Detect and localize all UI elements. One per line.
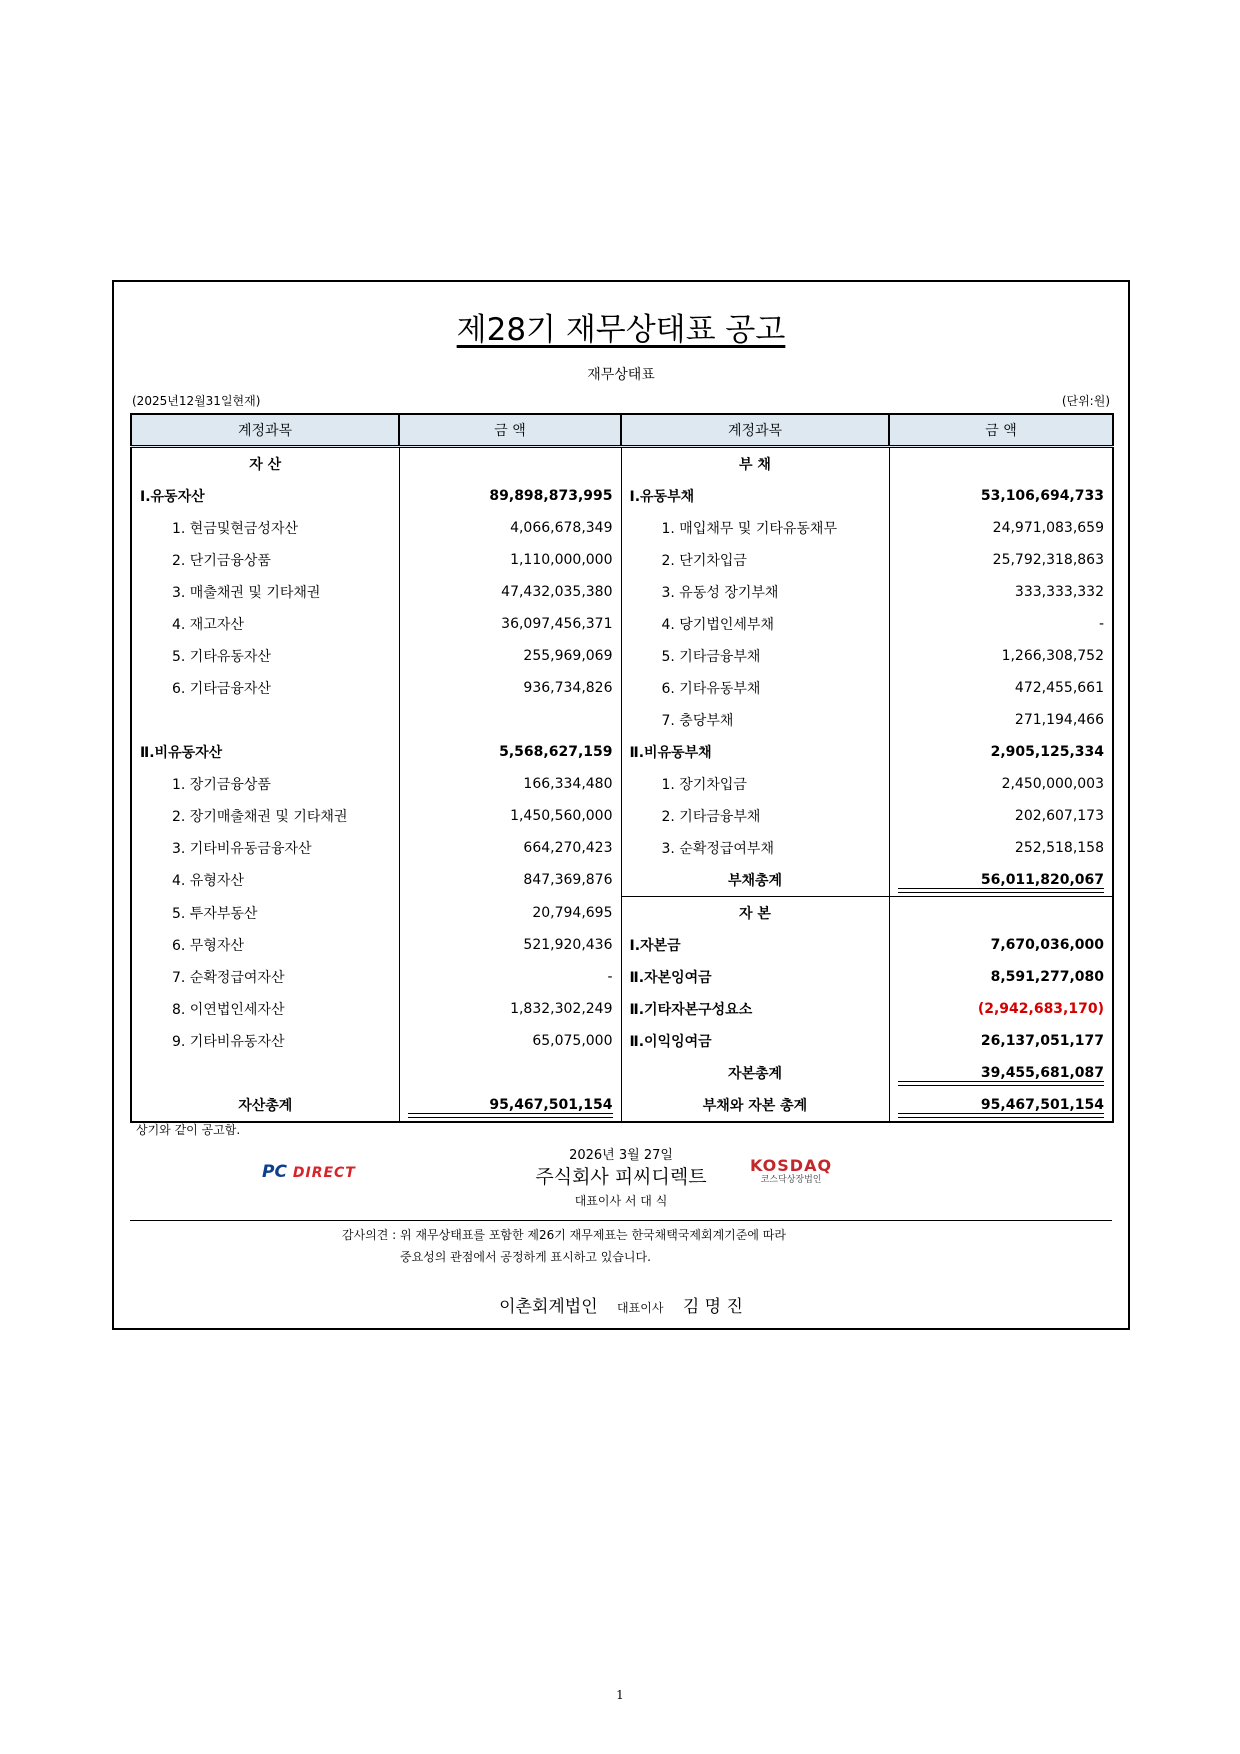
company-name: 주식회사 피씨디렉트 (535, 1166, 707, 1188)
amount-value: 271,194,466 (889, 704, 1113, 736)
amount-value: 26,137,051,177 (889, 1025, 1113, 1057)
auditor-signature (114, 1292, 1128, 1317)
account-name: 5. 기타금융부채 (621, 640, 889, 672)
account-name: Ⅰ.자본금 (621, 929, 889, 961)
account-name: 4. 재고자산 (131, 608, 399, 640)
amount-value: 24,971,083,659 (889, 512, 1113, 544)
auditor-title: 대표이사 (617, 1301, 664, 1315)
header-amount: 금 액 (889, 414, 1113, 447)
account-name: 6. 기타유동부채 (621, 672, 889, 704)
table-row (131, 447, 1113, 481)
amount-value: 2,905,125,334 (889, 736, 1113, 768)
account-name: 부채총계 (621, 864, 889, 897)
table-row (131, 608, 1113, 640)
amount-value: (2,942,683,170) (889, 993, 1113, 1025)
amount-value (399, 704, 621, 736)
amount-value (889, 447, 1113, 481)
amount-value: 472,455,661 (889, 672, 1113, 704)
account-name: 1. 매입채무 및 기타유동채무 (621, 512, 889, 544)
account-name: 4. 유형자산 (131, 864, 399, 897)
table-row (131, 961, 1113, 993)
header-account: 계정과목 (131, 414, 399, 447)
table-row (131, 544, 1113, 576)
amount-value (399, 447, 621, 481)
amount-value: 333,333,332 (889, 576, 1113, 608)
table-row (131, 704, 1113, 736)
table-row (131, 1057, 1113, 1089)
amount-value: 89,898,873,995 (399, 480, 621, 512)
table-row (131, 672, 1113, 704)
header-account: 계정과목 (621, 414, 889, 447)
amount-value: 166,334,480 (399, 768, 621, 800)
table-row (131, 864, 1113, 897)
amount-value (399, 1057, 621, 1089)
account-name: 1. 장기금융상품 (131, 768, 399, 800)
account-name: 5. 투자부동산 (131, 897, 399, 930)
balance-sheet-table (130, 413, 1114, 1123)
account-name: Ⅰ.유동자산 (131, 480, 399, 512)
account-name: 자 본 (621, 897, 889, 930)
amount-value: 521,920,436 (399, 929, 621, 961)
amount-value: 8,591,277,080 (889, 961, 1113, 993)
account-name: 자본총계 (621, 1057, 889, 1089)
amount-value: 95,467,501,154 (399, 1089, 621, 1122)
account-name: Ⅱ.기타자본구성요소 (621, 993, 889, 1025)
amount-value: 1,110,000,000 (399, 544, 621, 576)
amount-value (889, 897, 1113, 930)
amount-value: 664,270,423 (399, 832, 621, 864)
table-row (131, 897, 1113, 930)
amount-value: 47,432,035,380 (399, 576, 621, 608)
account-name: 4. 당기법인세부채 (621, 608, 889, 640)
table-row (131, 576, 1113, 608)
amount-value: 95,467,501,154 (889, 1089, 1113, 1122)
account-name: 부채와 자본 총계 (621, 1089, 889, 1122)
as-of-date: (2025년12월31일현재) (132, 394, 261, 408)
amount-value: 53,106,694,733 (889, 480, 1113, 512)
amount-value: 1,450,560,000 (399, 800, 621, 832)
table-row (131, 929, 1113, 961)
amount-value: 65,075,000 (399, 1025, 621, 1057)
table-row (131, 1025, 1113, 1057)
table-row (131, 993, 1113, 1025)
table-row (131, 736, 1113, 768)
amount-value: 36,097,456,371 (399, 608, 621, 640)
ceo-name: 대표이사 서 대 식 (574, 1194, 668, 1208)
auditor-firm: 이촌회계법인 (499, 1297, 598, 1317)
account-name: 부 채 (621, 447, 889, 481)
amount-value: 39,455,681,087 (889, 1057, 1113, 1089)
account-name: 6. 무형자산 (131, 929, 399, 961)
amount-value: - (889, 608, 1113, 640)
amount-value: 202,607,173 (889, 800, 1113, 832)
account-name: Ⅰ.유동부채 (621, 480, 889, 512)
account-name: Ⅱ.비유동자산 (131, 736, 399, 768)
account-name: 1. 현금및현금성자산 (131, 512, 399, 544)
account-name: 7. 순확정급여자산 (131, 961, 399, 993)
table-row (131, 640, 1113, 672)
logo-pc-text: PC (262, 1162, 287, 1182)
table-row (131, 832, 1113, 864)
table-row (131, 512, 1113, 544)
header-amount: 금 액 (399, 414, 621, 447)
kosdaq-logo-text: KOSDAQ (750, 1156, 833, 1175)
amount-value: 25,792,318,863 (889, 544, 1113, 576)
account-name: 자 산 (131, 447, 399, 481)
amount-value: - (399, 961, 621, 993)
table-row (131, 1089, 1113, 1122)
account-name: Ⅱ.자본잉여금 (621, 961, 889, 993)
account-name: Ⅱ.비유동부채 (621, 736, 889, 768)
account-name: 2. 기타금융부채 (621, 800, 889, 832)
amount-value: 847,369,876 (399, 864, 621, 897)
document-subtitle: 재무상태표 (587, 367, 655, 383)
amount-value: 56,011,820,067 (889, 864, 1113, 897)
amount-value: 252,518,158 (889, 832, 1113, 864)
account-name: 3. 매출채권 및 기타채권 (131, 576, 399, 608)
balance-sheet-body (131, 447, 1113, 1123)
account-name (131, 1057, 399, 1089)
divider (130, 1220, 1112, 1221)
account-name (131, 704, 399, 736)
page-title: 제28기 재무상태표 공고 (456, 312, 786, 348)
kosdaq-logo-subtext: 코스닥상장법인 (760, 1175, 822, 1185)
table-header-row (131, 414, 1113, 447)
table-row (131, 480, 1113, 512)
account-name: 자산총계 (131, 1089, 399, 1122)
amount-value: 20,794,695 (399, 897, 621, 930)
table-row (131, 768, 1113, 800)
unit-label: (단위:원) (1061, 394, 1110, 408)
kosdaq-logo (750, 1158, 832, 1185)
amount-value: 4,066,678,349 (399, 512, 621, 544)
table-row (131, 800, 1113, 832)
audit-opinion-line1: 감사의견 : 위 재무상태표를 포함한 제26기 재무제표는 한국채택국제회계기준에 따라 (342, 1228, 786, 1242)
notice-date: 2026년 3월 27일 (569, 1148, 673, 1163)
notice-statement: 상기와 같이 공고함. (136, 1123, 241, 1137)
account-name: 2. 단기차입금 (621, 544, 889, 576)
account-name: Ⅱ.이익잉여금 (621, 1025, 889, 1057)
logo-direct-text: DIRECT (292, 1165, 356, 1181)
account-name: 3. 유동성 장기부채 (621, 576, 889, 608)
account-name: 3. 순확정급여부채 (621, 832, 889, 864)
amount-value: 1,832,302,249 (399, 993, 621, 1025)
account-name: 6. 기타금융자산 (131, 672, 399, 704)
audit-opinion-line2: 중요성의 관점에서 공정하게 표시하고 있습니다. (400, 1250, 651, 1264)
notice-frame (112, 280, 1130, 1330)
amount-value: 936,734,826 (399, 672, 621, 704)
amount-value: 255,969,069 (399, 640, 621, 672)
account-name: 3. 기타비유동금융자산 (131, 832, 399, 864)
amount-value: 1,266,308,752 (889, 640, 1113, 672)
amount-value: 7,670,036,000 (889, 929, 1113, 961)
amount-value: 2,450,000,003 (889, 768, 1113, 800)
account-name: 8. 이연법인세자산 (131, 993, 399, 1025)
page-number: 1 (616, 1688, 624, 1702)
account-name: 7. 충당부채 (621, 704, 889, 736)
account-name: 9. 기타비유동자산 (131, 1025, 399, 1057)
account-name: 2. 단기금융상품 (131, 544, 399, 576)
account-name: 2. 장기매출채권 및 기타채권 (131, 800, 399, 832)
amount-value: 5,568,627,159 (399, 736, 621, 768)
auditor-name: 김 명 진 (682, 1297, 743, 1317)
account-name: 1. 장기차입금 (621, 768, 889, 800)
account-name: 5. 기타유동자산 (131, 640, 399, 672)
